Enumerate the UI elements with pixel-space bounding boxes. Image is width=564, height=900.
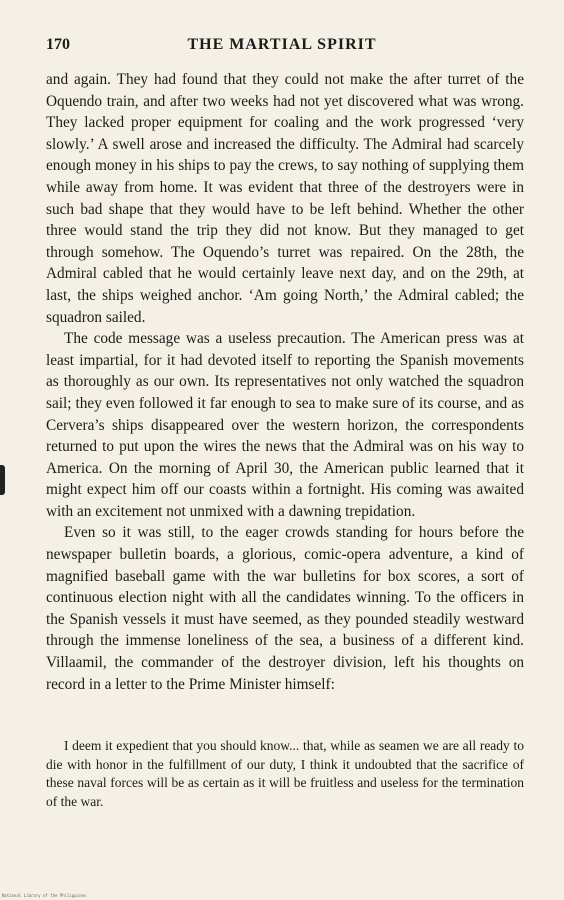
scan-credit: National Library of the Philippines <box>2 893 87 898</box>
paragraph-2: The code message was a useless precaution. The American press was at least impartial, for it had devoted itself to reporting the Spanish movements as thoroughly as our own. Its representatives not only watched the squadron sail; they even followed it far enough to sea to make sure of its course, and as Cervera’s ships disappeared over the western horizon, the correspondents returned to put upon the wires the news that the Admiral was on his way to America. On the morning of April 30, the American public learned that it might expect him off our coasts within a fortnight. His coming was awaited with an excitement not unmixed with a dawning trepidation. <box>46 330 524 520</box>
page-header <box>46 36 518 58</box>
paragraph-1: and again. They had found that they could not make the after turret of the Oquendo train, and after two weeks had not yet discovered what was wrong. They lacked proper equipment for coaling and the work progressed ‘very slowly.’ A swell arose and increased the difficulty. The Admiral had scarcely enough money in his ships to pay the crews, to say nothing of supplying them while away from home. It was evident that three of the destroyers were in such bad shape that they would have to be left behind. Whether the other three would stand the trip they did not know. But they managed to get through somehow. The Oquendo’s turret was repaired. On the 28th, the Admiral cabled that he would certainly leave next day, and on the 29th, at last, the ships weighed anchor. ‘Am going North,’ the Admiral cabled; the squadron sailed. <box>46 71 524 326</box>
paragraph-3: Even so it was still, to the eager crowds standing for hours before the newspaper bulletin boards, a glorious, comic-opera adventure, a kind of magnified baseball game with the war bulletins for box scores, a sort of continuous election night with all the candidates winning. To the officers in the Spanish vessels it must have seemed, as they pounded steadily westward through the immense loneliness of the sea, a business of a different kind. Villaamil, the commander of the destroyer division, left his thoughts on record in a letter to the Prime Minister himself: <box>46 524 524 693</box>
body-text <box>46 69 524 695</box>
binding-mark <box>0 465 5 495</box>
quote-text: I deem it expedient that you should know... that, while as seamen we are all ready to die with honor in the fulfillment of our duty, I think it undoubted that the sacrifice of these naval forces will be as certain as it will be fruitless and useless for the termination of the war. <box>46 738 524 809</box>
page-number: 170 <box>46 36 70 53</box>
block-quote <box>46 737 524 811</box>
running-head: THE MARTIAL SPIRIT <box>187 36 377 53</box>
